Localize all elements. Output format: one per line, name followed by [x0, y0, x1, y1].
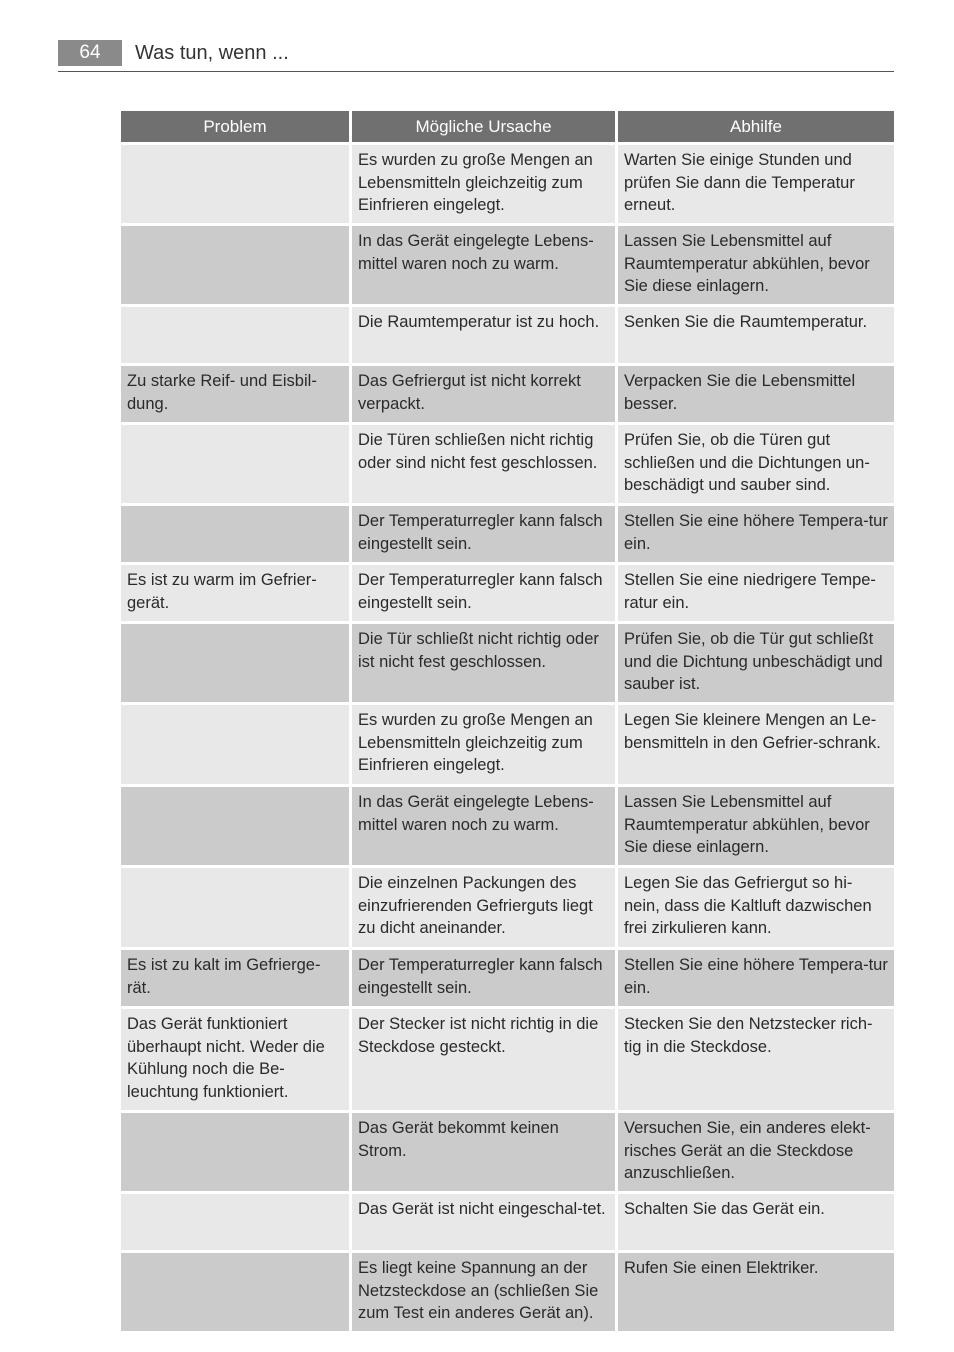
cell-cause: Der Temperaturregler kann falsch eingestellt sein. [352, 506, 615, 562]
cell-remedy: Stellen Sie eine niedrigere Tempe-ratur ein. [618, 565, 894, 621]
table-row [121, 787, 894, 865]
cell-remedy: Stellen Sie eine höhere Tempera-tur ein. [618, 506, 894, 562]
cell-remedy: Legen Sie das Gefriergut so hi-nein, dass die Kaltluft dazwischen frei zirkulieren kann. [618, 868, 894, 947]
column-header-cause: Mögliche Ursache [352, 111, 615, 142]
cell-problem [121, 307, 349, 363]
cell-cause: Das Gerät ist nicht eingeschal-tet. [352, 1194, 615, 1250]
column-header-remedy: Abhilfe [618, 111, 894, 142]
page-number: 64 [58, 40, 122, 66]
cell-cause: Das Gerät bekommt keinen Strom. [352, 1113, 615, 1191]
table-row [121, 145, 894, 223]
cell-problem [121, 868, 349, 947]
cell-cause: Es liegt keine Spannung an der Netzsteckdose an (schließen Sie zum Test ein anderes Gerät an). [352, 1253, 615, 1331]
table-row [121, 1113, 894, 1191]
cell-cause: Die Türen schließen nicht richtig oder sind nicht fest geschlossen. [352, 425, 615, 503]
table-row [121, 506, 894, 562]
column-header-problem: Problem [121, 111, 349, 142]
cell-cause: Es wurden zu große Mengen an Lebensmitteln gleichzeitig zum Einfrieren eingelegt. [352, 145, 615, 223]
cell-problem [121, 506, 349, 562]
cell-remedy: Legen Sie kleinere Mengen an Le-bensmitteln in den Gefrier-schrank. [618, 705, 894, 784]
cell-problem: Das Gerät funktioniert überhaupt nicht. Weder die Kühlung noch die Be-leuchtung funktioniert. [121, 1009, 349, 1110]
cell-problem [121, 1253, 349, 1331]
cell-problem [121, 425, 349, 503]
cell-cause: Das Gefriergut ist nicht korrekt verpackt. [352, 366, 615, 422]
table-body [121, 145, 894, 1331]
cell-remedy: Lassen Sie Lebensmittel auf Raumtemperatur abkühlen, bevor Sie diese einlagern. [618, 226, 894, 304]
cell-remedy: Verpacken Sie die Lebensmittel besser. [618, 366, 894, 422]
cell-problem [121, 705, 349, 784]
cell-cause: Die Tür schließt nicht richtig oder ist nicht fest geschlossen. [352, 624, 615, 702]
cell-problem [121, 624, 349, 702]
table-header-row [121, 111, 894, 142]
cell-remedy: Senken Sie die Raumtemperatur. [618, 307, 894, 363]
cell-cause: Der Temperaturregler kann falsch eingestellt sein. [352, 565, 615, 621]
cell-cause: Die einzelnen Packungen des einzufrierenden Gefrierguts liegt zu dicht aneinander. [352, 868, 615, 947]
table-row [121, 1253, 894, 1331]
table-row [121, 950, 894, 1006]
cell-problem [121, 787, 349, 865]
cell-problem: Es ist zu warm im Gefrier-gerät. [121, 565, 349, 621]
cell-remedy: Rufen Sie einen Elektriker. [618, 1253, 894, 1331]
table-row [121, 1194, 894, 1250]
page-header [58, 40, 894, 72]
cell-cause: In das Gerät eingelegte Lebens-mittel waren noch zu warm. [352, 787, 615, 865]
cell-cause: Der Temperaturregler kann falsch eingestellt sein. [352, 950, 615, 1006]
cell-remedy: Prüfen Sie, ob die Türen gut schließen und die Dichtungen un-beschädigt und sauber sind. [618, 425, 894, 503]
cell-problem [121, 1194, 349, 1250]
cell-problem: Es ist zu kalt im Gefrierge-rät. [121, 950, 349, 1006]
cell-remedy: Schalten Sie das Gerät ein. [618, 1194, 894, 1250]
cell-cause: In das Gerät eingelegte Lebens-mittel waren noch zu warm. [352, 226, 615, 304]
cell-remedy: Prüfen Sie, ob die Tür gut schließt und die Dichtung unbeschädigt und sauber ist. [618, 624, 894, 702]
section-title: Was tun, wenn ... [135, 42, 289, 64]
cell-cause: Die Raumtemperatur ist zu hoch. [352, 307, 615, 363]
table-row [121, 425, 894, 503]
cell-cause: Der Stecker ist nicht richtig in die Steckdose gesteckt. [352, 1009, 615, 1110]
cell-remedy: Warten Sie einige Stunden und prüfen Sie dann die Temperatur erneut. [618, 145, 894, 223]
cell-remedy: Stellen Sie eine höhere Tempera-tur ein. [618, 950, 894, 1006]
table-row [121, 226, 894, 304]
cell-problem: Zu starke Reif- und Eisbil-dung. [121, 366, 349, 422]
table-row [121, 868, 894, 947]
cell-problem [121, 145, 349, 223]
table-row [121, 565, 894, 621]
table-row [121, 624, 894, 702]
troubleshooting-table [118, 108, 897, 1334]
cell-cause: Es wurden zu große Mengen an Lebensmitteln gleichzeitig zum Einfrieren eingelegt. [352, 705, 615, 784]
cell-problem [121, 1113, 349, 1191]
table-row [121, 1009, 894, 1110]
cell-remedy: Lassen Sie Lebensmittel auf Raumtemperatur abkühlen, bevor Sie diese einlagern. [618, 787, 894, 865]
table-row [121, 705, 894, 784]
cell-remedy: Versuchen Sie, ein anderes elekt-risches Gerät an die Steckdose anzuschließen. [618, 1113, 894, 1191]
table-row [121, 307, 894, 363]
table-row [121, 366, 894, 422]
cell-problem [121, 226, 349, 304]
cell-remedy: Stecken Sie den Netzstecker rich-tig in die Steckdose. [618, 1009, 894, 1110]
